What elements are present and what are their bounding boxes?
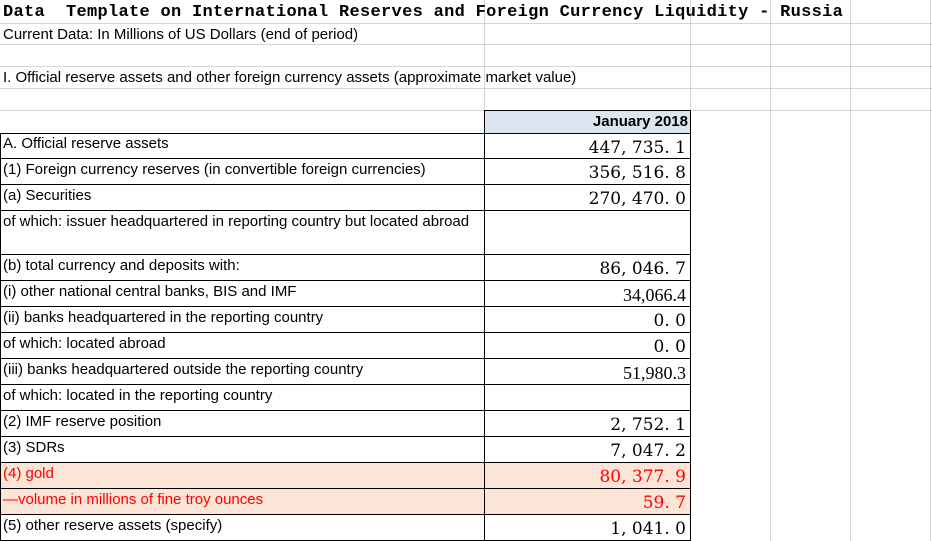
row-value-gold: 80, 377. 9 [599, 467, 686, 487]
row-label-banks-in-country: (ii) banks headquartered in the reporting country [3, 309, 324, 326]
row-value-gold-volume: 59. 7 [642, 493, 686, 513]
units-subtitle: Current Data: In Millions of US Dollars (end of period) [3, 26, 359, 43]
row-value-other-reserve-assets: 1, 041. 0 [610, 519, 686, 539]
row-label-located-abroad: of which: located abroad [3, 335, 166, 352]
row-value-securities: 270, 470. 0 [588, 189, 686, 209]
row-label-currency-and-deposits: (b) total currency and deposits with: [3, 257, 240, 274]
row-value-sdrs: 7, 047. 2 [610, 441, 686, 461]
row-value-central-banks: 34,066.4 [623, 285, 686, 305]
row-value-banks-in-country: 0. 0 [653, 311, 686, 331]
row-label-gold-volume: —volume in millions of fine troy ounces [3, 491, 264, 508]
row-label-imf-reserve-position: (2) IMF reserve position [3, 413, 162, 430]
row-value-located-abroad: 0. 0 [653, 337, 686, 357]
highlight-row-gold [0, 462, 690, 488]
row-label-gold: (4) gold [3, 465, 54, 482]
row-label-other-reserve-assets: (5) other reserve assets (specify) [3, 517, 223, 534]
row-label-central-banks: (i) other national central banks, BIS and IMF [3, 283, 297, 300]
row-label-banks-outside-country: (iii) banks headquartered outside the reporting country [3, 361, 364, 378]
row-value-currency-and-deposits: 86, 046. 7 [599, 259, 686, 279]
row-value-banks-outside-country: 51,980.3 [623, 363, 686, 383]
row-value-foreign-currency-reserves: 356, 516. 8 [588, 163, 686, 183]
column-header-january-2018: January 2018 [592, 113, 688, 130]
document-title: Data Template on International Reserves and Foreign Currency Liquidity - Russia [3, 3, 844, 22]
row-label-located-in-country: of which: located in the reporting country [3, 387, 273, 404]
row-value-imf-reserve-position: 2, 752. 1 [610, 415, 686, 435]
row-label-issuer-headquartered: of which: issuer headquartered in reporting country but located abroad [3, 213, 470, 230]
section-heading: I. Official reserve assets and other foreign currency assets (approximate market value) [3, 69, 577, 86]
row-value-official-reserve-assets: 447, 735. 1 [588, 138, 686, 158]
row-label-securities: (a) Securities [3, 187, 92, 204]
row-label-sdrs: (3) SDRs [3, 439, 65, 456]
row-label-official-reserve-assets: A. Official reserve assets [3, 135, 169, 152]
row-label-foreign-currency-reserves: (1) Foreign currency reserves (in convertible foreign currencies) [3, 161, 426, 178]
